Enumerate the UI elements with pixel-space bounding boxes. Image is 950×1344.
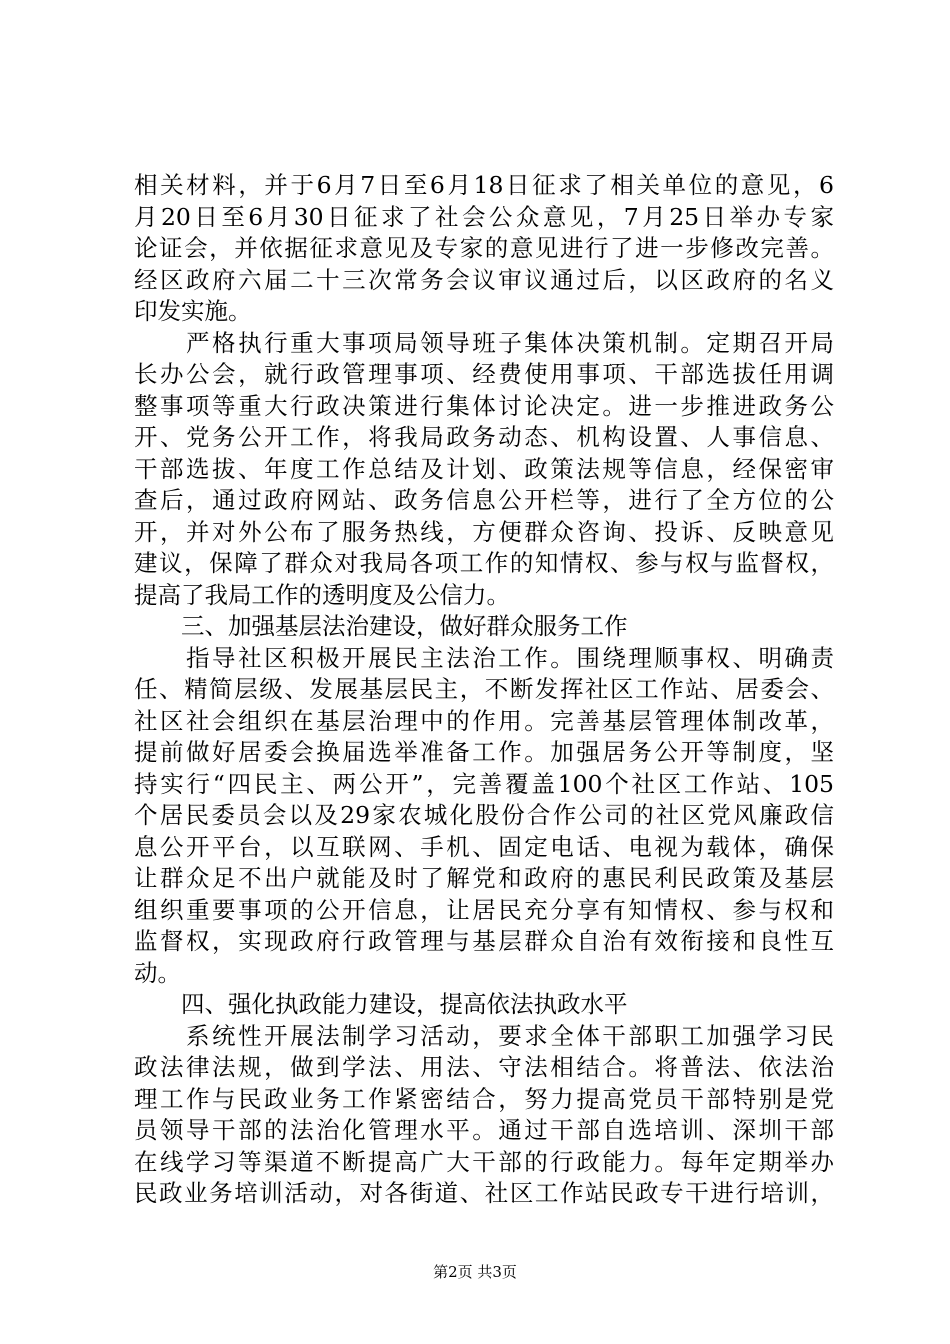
text-line: 指导社区积极开展民主法治工作。围绕理顺事权、明确责 [134, 643, 834, 672]
text-line: 整事项等重大行政决策进行集体讨论决定。进一步推进政务公 [134, 391, 834, 420]
text-line: 在线学习等渠道不断提高广大干部的行政能力。每年定期举办 [134, 1147, 834, 1176]
text-line: 论证会，并依据征求意见及专家的意见进行了进一步修改完善。 [134, 234, 834, 262]
text-line: 息公开平台，以互联网、手机、固定电话、电视为载体，确保 [134, 832, 834, 861]
text-line: 严格执行重大事项局领导班子集体决策机制。定期召开局 [134, 328, 834, 357]
text-line: 开、党务公开工作，将我局政务动态、机构设置、人事信息、 [134, 423, 834, 451]
text-line: 让群众足不出户就能及时了解党和政府的惠民利民政策及基层 [134, 864, 834, 892]
text-line: 持实行“四民主、两公开”，完善覆盖100个社区工作站、105 [134, 769, 834, 798]
text-line: 任、精简层级、发展基层民主，不断发挥社区工作站、居委会、 [134, 675, 834, 703]
text-line: 提前做好居委会换届选举准备工作。加强居务公开等制度，坚 [134, 738, 834, 766]
text-line: 政法律法规，做到学法、用法、守法相结合。将普法、依法治 [134, 1053, 834, 1081]
text-line: 组织重要事项的公开信息，让居民充分享有知情权、参与权和 [134, 895, 834, 924]
text-line: 动。 [134, 958, 181, 987]
text-line: 相关材料，并于6月7日至6月18日征求了相关单位的意见，6 [134, 171, 834, 199]
text-line: 系统性开展法制学习活动，要求全体干部职工加强学习民 [134, 1021, 834, 1050]
body-text [134, 170, 834, 1210]
text-line: 开，并对外公布了服务热线，方便群众咨询、投诉、反映意见 [134, 517, 834, 546]
text-line: 三、加强基层法治建设，做好群众服务工作 [134, 612, 628, 640]
text-line: 监督权，实现政府行政管理与基层群众自治有效衔接和良性互 [134, 927, 834, 955]
text-line: 干部选拔、年度工作总结及计划、政策法规等信息，经保密审 [134, 454, 834, 483]
text-line: 查后，通过政府网站、政务信息公开栏等，进行了全方位的公 [134, 486, 834, 514]
text-line: 社区社会组织在基层治理中的作用。完善基层管理体制改革， [134, 706, 834, 735]
text-line: 个居民委员会以及29家农城化股份合作公司的社区党风廉政信 [134, 801, 834, 829]
text-line: 月20日至6月30日征求了社会公众意见，7月25日举办专家 [134, 202, 834, 231]
text-line: 印发实施。 [134, 297, 252, 325]
text-line: 建议，保障了群众对我局各项工作的知情权、参与权与监督权， [134, 549, 834, 577]
text-line: 理工作与民政业务工作紧密结合，努力提高党员干部特别是党 [134, 1084, 834, 1113]
text-line: 长办公会，就行政管理事项、经费使用事项、干部选拔任用调 [134, 360, 834, 388]
text-line: 员领导干部的法治化管理水平。通过干部自选培训、深圳干部 [134, 1116, 834, 1144]
text-line: 民政业务培训活动，对各街道、社区工作站民政专干进行培训， [134, 1179, 834, 1207]
text-line: 四、强化执政能力建设，提高依法执政水平 [134, 990, 628, 1018]
page-footer: 第2页 共3页 [433, 1263, 517, 1281]
text-line: 经区政府六届二十三次常务会议审议通过后，以区政府的名义 [134, 265, 834, 294]
text-line: 提高了我局工作的透明度及公信力。 [134, 580, 510, 609]
